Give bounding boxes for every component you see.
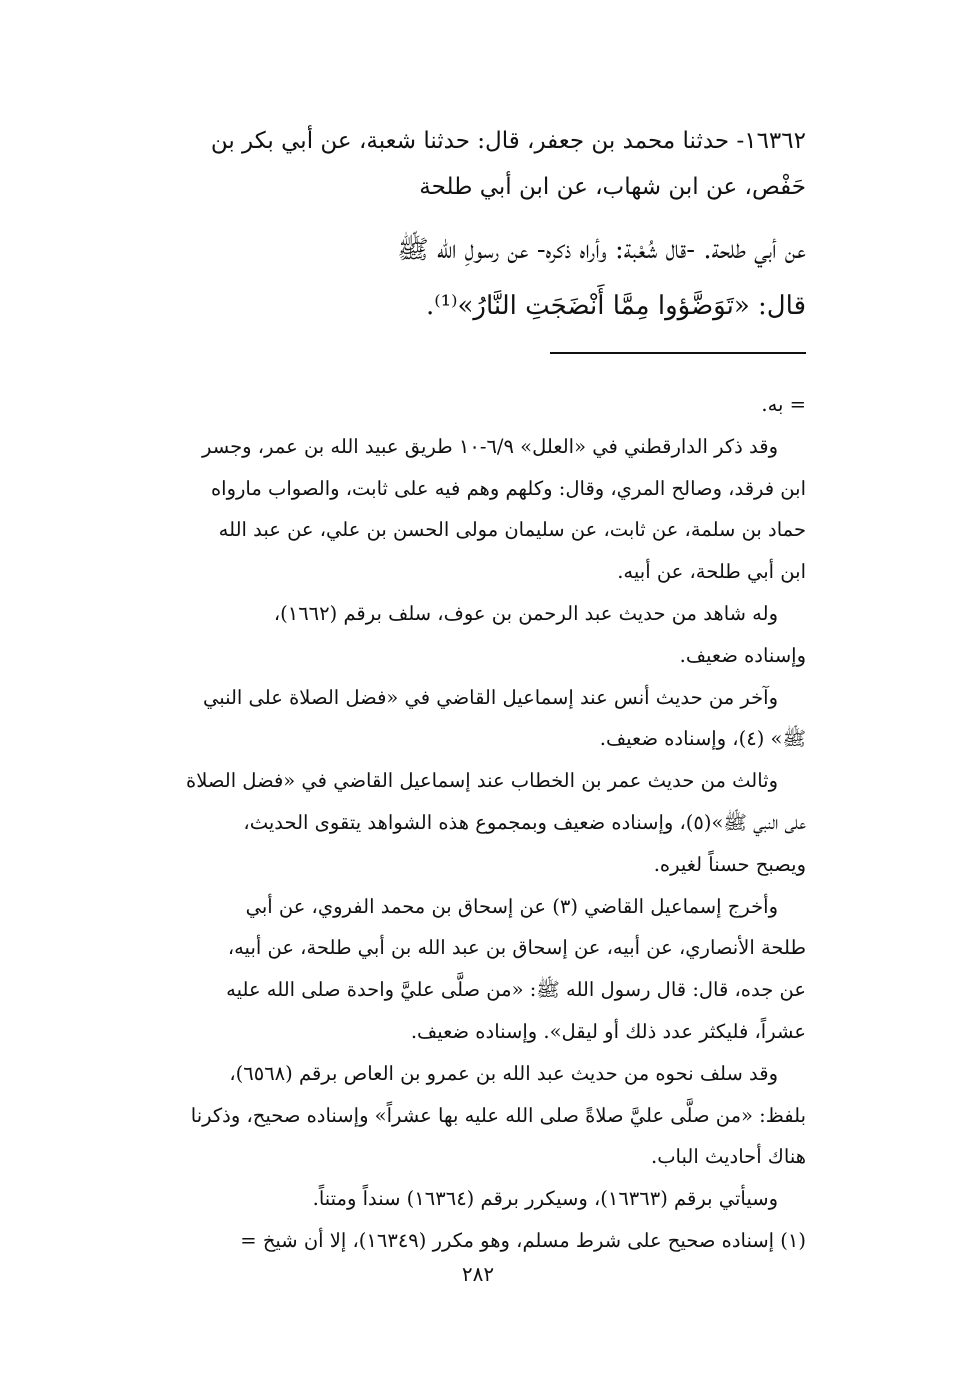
- footnote-line: وقد ذكر الدارقطني في «العلل» ٦/٩-١٠ طريق عبيد الله بن عمر، وجسر: [201, 434, 778, 458]
- footnote-line: حماد بن سلمة، عن ثابت، عن سليمان مولى الحسن بن علي، عن عبد الله: [218, 518, 806, 542]
- page-number: ٢٨٢: [461, 1262, 495, 1286]
- footnote-line: بلفظ: «من صلَّى عليَّ صلاةً صلى الله عليه بها عشراً» وإسناده صحيح، وذكرنا: [190, 1103, 806, 1127]
- footnote-line: ابن أبي طلحة، عن أبيه.: [617, 560, 806, 584]
- footnote-separator: [550, 352, 806, 354]
- footnote-line: عشراً، فليكثر عدد ذلك أو ليقل». وإسناده ضعيف.: [410, 1019, 806, 1043]
- footnote-line: (١) إسناده صحيح على شرط مسلم، وهو مكرر (١٦٣٤٩)، إلا أن شيخ =: [240, 1228, 806, 1252]
- footnote-line: طلحة الأنصاري، عن أبيه، عن إسحاق بن عبد الله بن أبي طلحة، عن أبيه،: [227, 936, 806, 960]
- footnote-line: على النبي ﷺ»(٥)، وإسناده ضعيف وبمجموع هذه الشواهد يتقوى الحديث،: [243, 810, 806, 834]
- footnote-line: وإسناده ضعيف.: [679, 643, 806, 667]
- hadith-text: [106, 222, 806, 334]
- footnote-line: وثالث من حديث عمر بن الخطاب عند إسماعيل القاضي في «فضل الصلاة: [185, 769, 778, 793]
- footnote-line: وله شاهد من حديث عبد الرحمن بن عوف، سلف برقم (١٦٦٢)،: [273, 601, 778, 625]
- footnote-line: وقد سلف نحوه من حديث عبد الله بن عمرو بن العاص برقم (٦٥٦٨)،: [229, 1061, 778, 1085]
- footnote-line: ابن فرقد، وصالح المري، وقال: وكلهم وهم فيه على ثابت، والصواب مارواه: [210, 476, 806, 500]
- footnote-line: ﷺ» (٤)، وإسناده ضعيف.: [599, 727, 806, 751]
- hadith-main-line: عن أبي طلحة. -قال شُعْبة: وأراه ذكره- عن رسولِ الله ﷺ: [397, 235, 806, 265]
- footnote-line: ويصبح حسناً لغيره.: [653, 852, 806, 876]
- footnotes: [106, 384, 806, 1262]
- footnote-line: وآخر من حديث أنس عند إسماعيل القاضي في «فضل الصلاة على النبي: [202, 685, 778, 709]
- hadith-chain: [106, 118, 806, 210]
- footnote-line: وسيأتي برقم (١٦٣٦٣)، وسيكرر برقم (١٦٣٦٤) سنداً ومتناً.: [312, 1187, 778, 1211]
- hadith-line: ١٦٣٦٢- حدثنا محمد بن جعفر، قال: حدثنا شعبة، عن أبي بكر بن: [210, 128, 806, 154]
- footnote-line: عن جده، قال: قال رسول الله ﷺ: «من صلَّى عليَّ واحدة صلى الله عليه: [226, 978, 806, 1002]
- footnote-line: وأخرج إسماعيل القاضي (٣) عن إسحاق بن محمد الفروي، عن أبي: [245, 894, 778, 918]
- footnote-line: هناك أحاديث الباب.: [651, 1145, 806, 1169]
- footnote-line: = به.: [761, 393, 806, 416]
- hadith-main-line: قال: «تَوَضَّؤوا مِمَّا أَنْضَجَتِ النَّارُ»⁽¹⁾.: [426, 291, 806, 321]
- hadith-line: حَفْص، عن ابن شهاب، عن ابن أبي طلحة: [419, 174, 806, 200]
